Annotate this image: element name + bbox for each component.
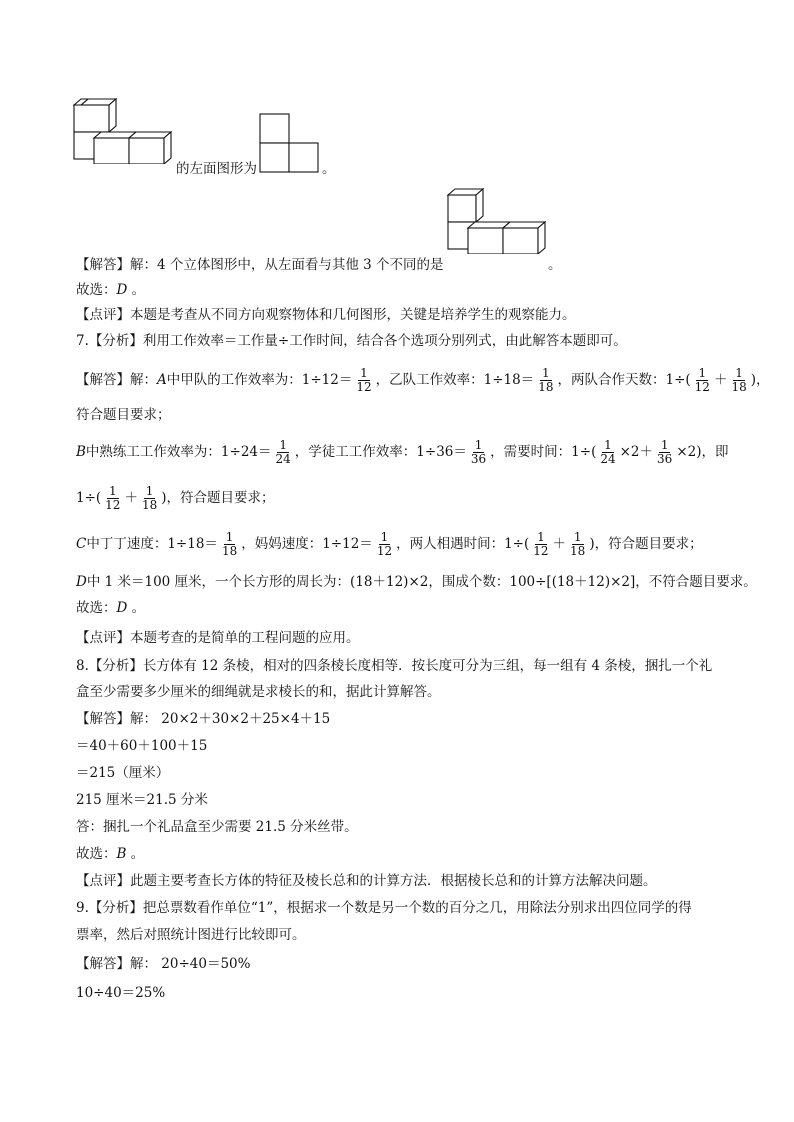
q7-answer-c: C中丁丁速度：1÷18＝ $\frac{1}{18}$ ，妈妈速度：1÷12＝ $\frac{1}{12}$ ，两人相遇时间：1÷( $\frac{1}{12}$ ＋ $\frac{1}{18}$ )，符合题目要求；: [76, 530, 703, 558]
q6-answer: 【解答】解：4 个立体图形中，从左面看与其他 3 个不同的是: [76, 257, 444, 273]
q9-answer-line2: 10÷40＝25%: [76, 985, 166, 1001]
q8-answer-line5: 答：捆扎一个礼品盒至少需要 21.5 分米丝带。: [76, 819, 358, 835]
q8-comment: 【点评】此题主要考查长方体的特征及棱长总和的计算方法．根据棱长总和的计算方法解决问题。: [76, 873, 657, 889]
q9-analysis-line1: 9.【分析】把总票数看作单位“1”，根据求一个数是另一个数的百分之几，用除法分别求出四位同学的得: [76, 900, 692, 916]
cube-solid-figure-answer: [446, 188, 546, 254]
cube-solid-figure-top: [72, 98, 172, 164]
q7-answer-d: D中 1 米＝100 厘米，一个长方形的周长为：(18＋12)×2，围成个数：100÷[(18＋12)×2]，不符合题目要求。: [76, 574, 757, 590]
q7-answer-b: B中熟练工工作效率为：1÷24＝ $\frac{1}{24}$ ，学徒工工作效率：1÷36＝ $\frac{1}{36}$ ，需要时间：1÷( $\frac{1}{24}$ ×2＋ $\frac{1}{36}$ ×2)，即: [76, 438, 729, 466]
left-view-end: 。: [322, 161, 336, 177]
q8-answer-line1: 【解答】解： 20×2＋30×2＋25×4＋15: [76, 711, 331, 727]
q8-answer-line2: ＝40＋60＋100＋15: [76, 738, 208, 754]
q8-analysis-line1: 8.【分析】长方体有 12 条棱，相对的四条棱长度相等．按长度可分为三组，每一组有 4 条棱，捆扎一个礼: [76, 658, 713, 674]
q8-answer-line3: ＝215（厘米）: [76, 765, 170, 781]
q7-choice: 故选：D 。: [76, 600, 146, 616]
q7-answer-b-line2: 1÷( $\frac{1}{12}$ ＋ $\frac{1}{18}$ )，符合题目要求；: [76, 484, 275, 512]
q7-answer-a: 【解答】解：A中甲队的工作效率为：1÷12＝ $\frac{1}{12}$ ，乙队工作效率：1÷18＝ $\frac{1}{18}$ ，两队合作天数：1÷( $\frac{1}{12}$ ＋ $\frac{1}{18}$ )，: [76, 366, 770, 394]
q6-choice: 故选：D 。: [76, 282, 146, 298]
q6-answer-end: 。: [548, 257, 562, 273]
q7-analysis: 7.【分析】利用工作效率＝工作量÷工作时间，结合各个选项分别列式，由此解答本题即可。: [76, 333, 627, 349]
q6-comment: 【点评】本题是考查从不同方向观察物体和几何图形，关键是培养学生的观察能力。: [76, 307, 576, 323]
left-view-grid-figure: [258, 112, 320, 174]
q7-answer-a-line2: 符合题目要求；: [76, 407, 171, 423]
q8-choice: 故选：B 。: [76, 846, 145, 862]
q9-analysis-line2: 票率，然后对照统计图进行比较即可。: [76, 927, 306, 943]
q9-answer-line1: 【解答】解： 20÷40＝50%: [76, 956, 251, 972]
q7-comment: 【点评】本题考查的是简单的工程问题的应用。: [76, 630, 360, 646]
left-view-text: 的左面图形为: [176, 161, 257, 177]
q8-answer-line4: 215 厘米＝21.5 分米: [76, 792, 208, 808]
q8-analysis-line2: 盒至少需要多少厘米的细绳就是求棱长的和，据此计算解答。: [76, 684, 441, 700]
